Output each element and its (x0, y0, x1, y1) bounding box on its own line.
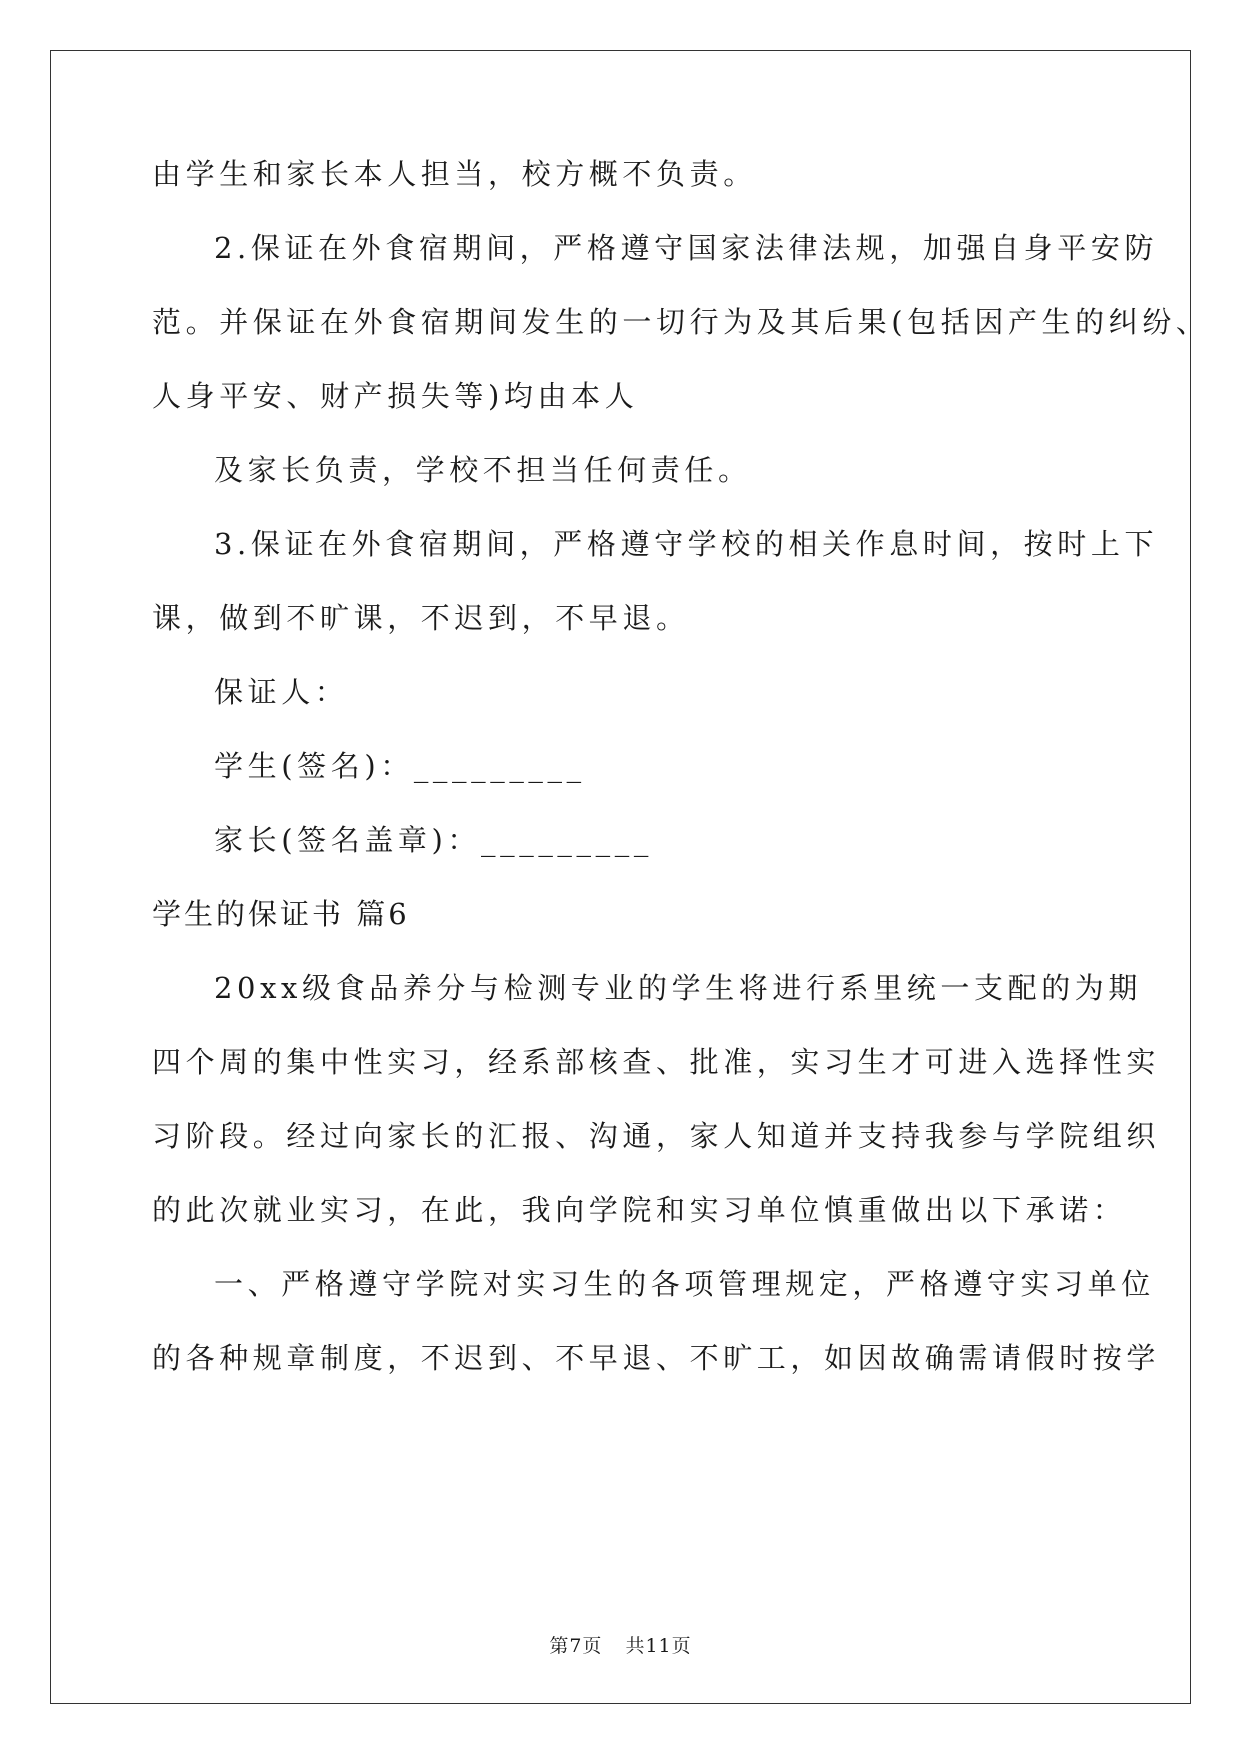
text-line: 人身平安、财产损失等)均由本人 (152, 379, 639, 413)
page-footer (0, 1634, 1241, 1658)
text-line: 的此次就业实习，在此，我向学院和实习单位慎重做出以下承诺： (152, 1193, 1127, 1227)
section-heading: 学生的保证书 篇6 (152, 897, 410, 931)
text-line: 范。并保证在外食宿期间发生的一切行为及其后果(包括因产生的纠纷、 (152, 305, 1210, 339)
text-line: 由学生和家长本人担当，校方概不负责。 (152, 157, 757, 191)
page-total: 共11页 (625, 1635, 692, 1657)
text-line: 一、严格遵守学院对实习生的各项管理规定，严格遵守实习单位 (214, 1267, 1155, 1301)
text-line: 四个周的集中性实习，经系部核查、批准，实习生才可进入选择性实 (152, 1045, 1161, 1079)
text-line: 2.保证在外食宿期间，严格遵守国家法律法规，加强自身平安防 (214, 231, 1159, 265)
text-line: 课，做到不旷课，不迟到，不早退。 (152, 601, 690, 635)
text-line: 习阶段。经过向家长的汇报、沟通，家人知道并支持我参与学院组织 (152, 1119, 1161, 1153)
signature-line-student: 学生(签名)：_________ (214, 749, 586, 783)
text-line: 保证人： (214, 675, 349, 709)
signature-line-parent: 家长(签名盖章)：_________ (214, 823, 653, 857)
text-line: 20xx级食品养分与检测专业的学生将进行系里统一支配的为期 (214, 971, 1143, 1005)
text-line: 3.保证在外食宿期间，严格遵守学校的相关作息时间，按时上下 (214, 527, 1159, 561)
text-line: 及家长负责，学校不担当任何责任。 (214, 453, 752, 487)
text-line: 的各种规章制度，不迟到、不早退、不旷工，如因故确需请假时按学 (152, 1341, 1161, 1375)
page-number: 第7页 (549, 1635, 603, 1657)
page-border (50, 50, 1191, 1704)
